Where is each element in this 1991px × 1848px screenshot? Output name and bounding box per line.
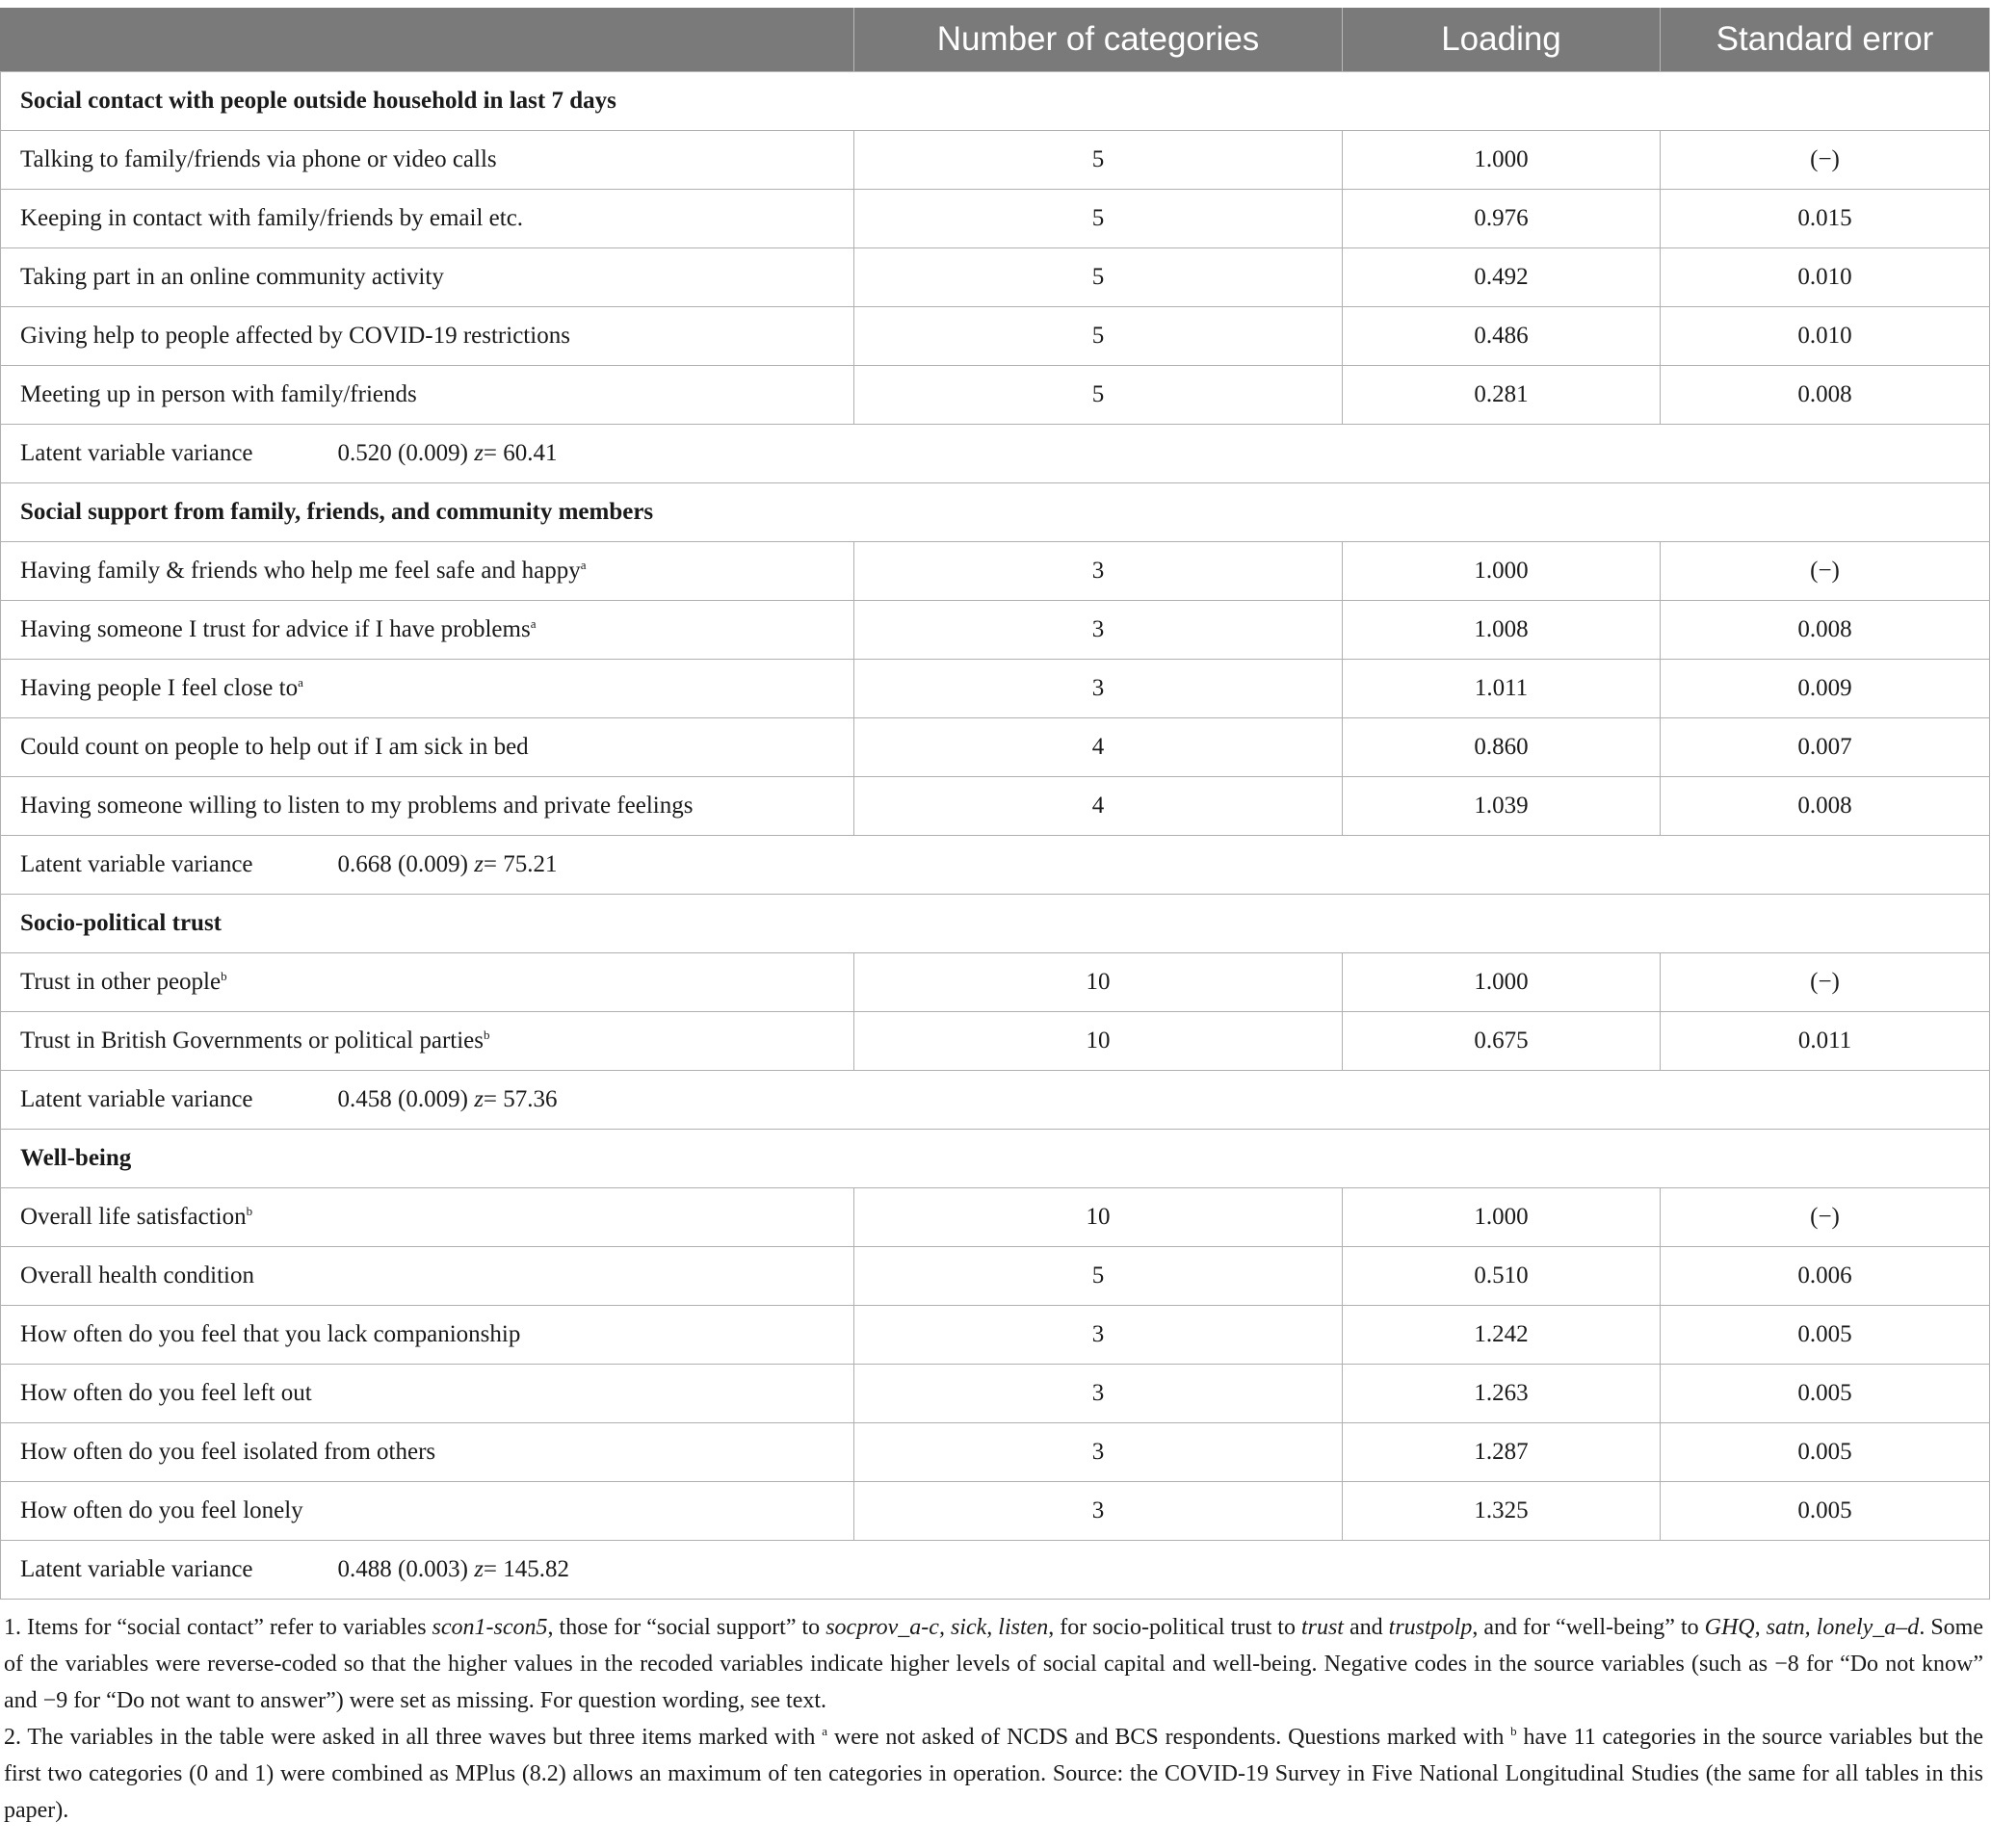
document [0,8,1991,1829]
loading-cell: 1.008 [1343,601,1661,660]
standard-error-cell: 0.008 [1661,366,1990,425]
note-text: have 11 categories in the source variables but the first two categories (0 and 1) were combined as MPlus (8.2) allows an maximum of ten categories in operation. Source: the COVID-19 Survey in Five National Longitudinal Studies (the same for all tables in this paper). [4,1725,1984,1823]
item-label: Giving help to people affected by COVID-19 restrictions [20,323,570,349]
latent-variance-value [338,1556,570,1583]
categories-cell: 3 [854,601,1343,660]
item-cell [1,1188,854,1247]
standard-error-cell: 0.005 [1661,1482,1990,1541]
latent-variance-cell [1,1541,1990,1600]
table-body [1,72,1990,1600]
categories-cell: 5 [854,131,1343,190]
note-text: . Some of the variables were reverse-coded so that the higher values in the recoded variables indicate higher levels of social capital and well-being. Negative codes in the source variables (such as −8 for “Do not know” and −9 for “Do not want to answer”) were set as missing. For question wording, see text. [4,1615,1983,1713]
footnote-marker: b [246,1204,253,1218]
item-cell [1,190,854,248]
loading-cell: 1.011 [1343,660,1661,718]
latent-variance-row [1,1071,1990,1130]
loading-cell: 0.675 [1343,1012,1661,1071]
item-label: How often do you feel that you lack companionship [20,1321,521,1347]
item-cell [1,953,854,1012]
loading-cell: 0.492 [1343,248,1661,307]
categories-cell: 4 [854,777,1343,836]
footnote-marker: b [483,1028,490,1042]
z-label: z [474,851,484,877]
table-row [1,1365,1990,1423]
categories-cell: 3 [854,660,1343,718]
variable-name: socprov_a-c, sick, listen [825,1615,1049,1640]
item-label: Trust in other people [20,969,222,995]
section-title: Well-being [1,1130,1990,1188]
section-header-row [1,483,1990,542]
section-title: Social support from family, friends, and community members [1,483,1990,542]
item-cell [1,1306,854,1365]
item-cell [1,601,854,660]
latent-variance-value [338,851,558,878]
variable-name: scon1-scon5 [432,1615,548,1640]
latent-variance-row [1,1541,1990,1600]
loading-cell: 0.976 [1343,190,1661,248]
table-row [1,542,1990,601]
loading-cell: 1.000 [1343,1188,1661,1247]
item-cell [1,248,854,307]
table-row [1,366,1990,425]
loading-cell: 1.000 [1343,953,1661,1012]
standard-error-cell: (−) [1661,542,1990,601]
item-label: Having family & friends who help me feel safe and happy [20,558,581,584]
table-row [1,1482,1990,1541]
note-text: , those for “social support” to [547,1615,826,1640]
latent-variance-cell [1,1071,1990,1130]
item-cell [1,1482,854,1541]
note-2 [4,1719,1983,1829]
z-value: = 75.21 [483,851,558,877]
item-cell [1,1423,854,1482]
superscript-marker: b [1510,1724,1517,1738]
latent-variance-label: Latent variable variance [20,851,253,877]
standard-error-cell: (−) [1661,953,1990,1012]
table-row [1,1247,1990,1306]
loading-cell: 1.000 [1343,131,1661,190]
item-cell [1,660,854,718]
loading-cell: 0.281 [1343,366,1661,425]
table-row [1,307,1990,366]
standard-error-cell: 0.008 [1661,777,1990,836]
item-cell [1,131,854,190]
categories-cell: 5 [854,248,1343,307]
item-cell [1,366,854,425]
note-text: and [1343,1615,1389,1640]
item-cell [1,1012,854,1071]
categories-cell: 4 [854,718,1343,777]
z-label: z [474,1556,484,1582]
latent-variance-value [338,440,558,467]
section-title: Socio-political trust [1,895,1990,953]
categories-cell: 3 [854,542,1343,601]
standard-error-cell: 0.010 [1661,307,1990,366]
note-text: , for socio-political trust to [1048,1615,1301,1640]
categories-cell: 5 [854,307,1343,366]
note-text: were not asked of NCDS and BCS respondents. Questions marked with [827,1725,1511,1750]
categories-cell: 10 [854,1012,1343,1071]
table-row [1,777,1990,836]
standard-error-cell: 0.006 [1661,1247,1990,1306]
footnote-marker: a [580,558,587,572]
footnote-marker: a [298,675,303,690]
z-label: z [474,1086,484,1112]
latent-variance-label: Latent variable variance [20,1556,253,1582]
item-label: Having someone willing to listen to my problems and private feelings [20,793,694,819]
table-row [1,190,1990,248]
standard-error-cell: 0.005 [1661,1306,1990,1365]
z-label: z [474,440,484,466]
section-header-row [1,72,1990,131]
table-row [1,1306,1990,1365]
header-number-of-categories: Number of categories [854,8,1343,72]
categories-cell: 3 [854,1365,1343,1423]
categories-cell: 3 [854,1423,1343,1482]
standard-error-cell: (−) [1661,131,1990,190]
header-standard-error: Standard error [1661,8,1990,72]
item-label: Keeping in contact with family/friends by email etc. [20,205,524,231]
section-header-row [1,1130,1990,1188]
header-loading: Loading [1343,8,1661,72]
item-cell [1,1247,854,1306]
categories-cell: 5 [854,1247,1343,1306]
latent-variance-cell [1,425,1990,483]
item-label: How often do you feel lonely [20,1497,303,1523]
variance-estimate: 0.458 (0.009) [337,1086,468,1112]
table-row [1,131,1990,190]
variable-name: GHQ, satn, lonely_a–d [1704,1615,1920,1640]
standard-error-cell: 0.005 [1661,1423,1990,1482]
item-label: How often do you feel left out [20,1380,312,1406]
categories-cell: 5 [854,190,1343,248]
item-cell [1,777,854,836]
loading-cell: 1.000 [1343,542,1661,601]
item-label: Overall life satisfaction [20,1204,247,1230]
variable-name: trust [1300,1615,1344,1640]
footnote-marker: a [530,616,537,631]
loading-cell: 1.325 [1343,1482,1661,1541]
item-cell [1,1365,854,1423]
categories-cell: 5 [854,366,1343,425]
variable-name: trustpolp [1388,1615,1473,1640]
standard-error-cell: 0.010 [1661,248,1990,307]
item-label: How often do you feel isolated from others [20,1439,436,1465]
superscript-marker: a [822,1724,828,1738]
latent-variance-row [1,425,1990,483]
categories-cell: 10 [854,1188,1343,1247]
table-row [1,718,1990,777]
table-row [1,1012,1990,1071]
loading-cell: 0.510 [1343,1247,1661,1306]
table-row [1,601,1990,660]
standard-error-cell: 0.007 [1661,718,1990,777]
variance-estimate: 0.488 (0.003) [337,1556,468,1582]
item-label: Taking part in an online community activity [20,264,444,290]
z-value: = 60.41 [483,440,558,466]
variance-estimate: 0.668 (0.009) [337,851,468,877]
loading-cell: 1.287 [1343,1423,1661,1482]
z-value: = 57.36 [483,1086,558,1112]
footnote-marker: b [221,969,227,983]
latent-variance-value [338,1086,558,1113]
table-row [1,248,1990,307]
categories-cell: 10 [854,953,1343,1012]
variance-estimate: 0.520 (0.009) [337,440,468,466]
note-1 [4,1609,1983,1719]
table-row [1,660,1990,718]
loading-cell: 1.263 [1343,1365,1661,1423]
item-label: Having someone I trust for advice if I have problems [20,616,531,642]
item-label: Overall health condition [20,1262,254,1288]
section-title: Social contact with people outside household in last 7 days [1,72,1990,131]
section-header-row [1,895,1990,953]
table-row [1,1423,1990,1482]
item-label: Could count on people to help out if I am sick in bed [20,734,529,760]
note-text: 1. Items for “social contact” refer to variables [4,1615,432,1640]
loading-cell: 1.242 [1343,1306,1661,1365]
standard-error-cell: (−) [1661,1188,1990,1247]
table-row [1,953,1990,1012]
item-label: Having people I feel close to [20,675,299,701]
latent-variance-label: Latent variable variance [20,440,253,466]
table-notes [0,1600,1987,1829]
z-value: = 145.82 [483,1556,570,1582]
item-label: Trust in British Governments or political parties [20,1028,484,1054]
item-cell [1,542,854,601]
latent-variance-label: Latent variable variance [20,1086,253,1112]
item-cell [1,718,854,777]
loading-cell: 0.486 [1343,307,1661,366]
categories-cell: 3 [854,1306,1343,1365]
loading-cell: 1.039 [1343,777,1661,836]
standard-error-cell: 0.009 [1661,660,1990,718]
item-label: Talking to family/friends via phone or video calls [20,146,497,172]
loading-cell: 0.860 [1343,718,1661,777]
latent-variance-cell [1,836,1990,895]
latent-variance-row [1,836,1990,895]
header-blank [1,8,854,72]
standard-error-cell: 0.005 [1661,1365,1990,1423]
note-text: , and for “well-being” to [1472,1615,1705,1640]
table-header-row [1,8,1990,72]
standard-error-cell: 0.008 [1661,601,1990,660]
item-label: Meeting up in person with family/friends [20,381,417,407]
item-cell [1,307,854,366]
standard-error-cell: 0.015 [1661,190,1990,248]
standard-error-cell: 0.011 [1661,1012,1990,1071]
table-row [1,1188,1990,1247]
categories-cell: 3 [854,1482,1343,1541]
note-text: 2. The variables in the table were asked in all three waves but three items marked with [4,1725,823,1750]
factor-loadings-table [0,8,1990,1600]
